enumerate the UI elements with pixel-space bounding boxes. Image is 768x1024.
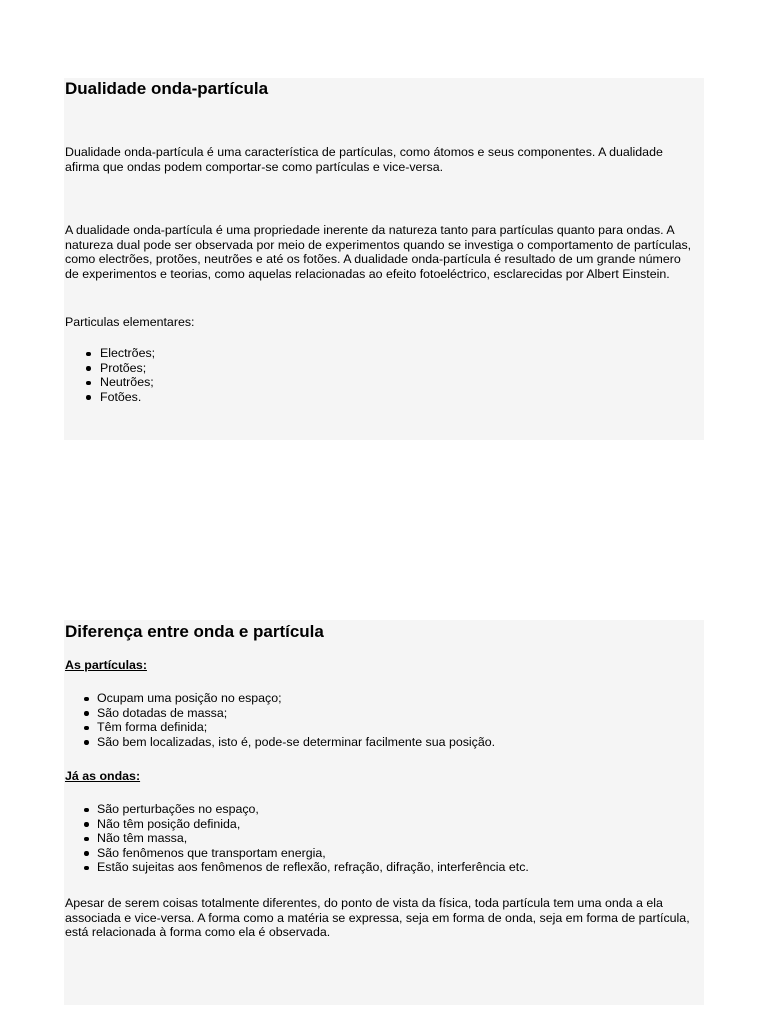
list-label: Particulas elementares: <box>65 315 195 329</box>
list-item: Têm forma definida; <box>97 720 696 735</box>
section-title: Dualidade onda-partícula <box>65 79 269 98</box>
section-diferenca <box>64 620 704 1005</box>
list-item: Electrões; <box>100 346 696 361</box>
particles-list <box>65 691 696 749</box>
waves-label: Já as ondas: <box>65 769 141 783</box>
list-item: São bem localizadas, isto é, pode-se determinar facilmente sua posição. <box>97 735 696 750</box>
particles-label: As partículas: <box>65 658 147 672</box>
list-item: Neutrões; <box>100 375 696 390</box>
list-item: Não têm massa, <box>97 831 696 846</box>
list-item: Ocupam uma posição no espaço; <box>97 691 696 706</box>
closing-paragraph: Apesar de serem coisas totalmente diferentes, do ponto de vista da física, toda partícula tem uma onda a ela associada e vice-versa. A forma como a matéria se expressa, seja em forma de onda, seja em forma de partícula, está relacionada à forma como ela é observada. <box>65 896 690 940</box>
waves-list <box>65 802 696 875</box>
list-item: Estão sujeitas aos fenômenos de reflexão, refração, difração, interferência etc. <box>97 860 696 875</box>
body-paragraph: A dualidade onda-partícula é uma propriedade inerente da natureza tanto para partículas quanto para ondas. A natureza dual pode ser observada por meio de experimentos quando se investiga o comportamento de partículas, como electrões, protões, neutrões e até os fotões. A dualidade onda-partícula é resultado de um grande número de experimentos e teorias, como aquelas relacionadas ao efeito fotoeléctrico, esclarecidas por Albert Einstein. <box>65 223 692 281</box>
list-item: Protões; <box>100 361 696 376</box>
list-item: São fenômenos que transportam energia, <box>97 846 696 861</box>
section-dualidade <box>64 78 704 440</box>
intro-paragraph: Dualidade onda-partícula é uma característica de partículas, como átomos e seus componentes. A dualidade afirma que ondas podem comportar-se como partículas e vice-versa. <box>65 145 663 174</box>
list-item: São dotadas de massa; <box>97 706 696 721</box>
elementary-particles-list <box>65 346 696 404</box>
list-item: Não têm posição definida, <box>97 817 696 832</box>
section-title: Diferença entre onda e partícula <box>65 622 324 641</box>
list-item: São perturbações no espaço, <box>97 802 696 817</box>
list-item: Fotões. <box>100 390 696 405</box>
